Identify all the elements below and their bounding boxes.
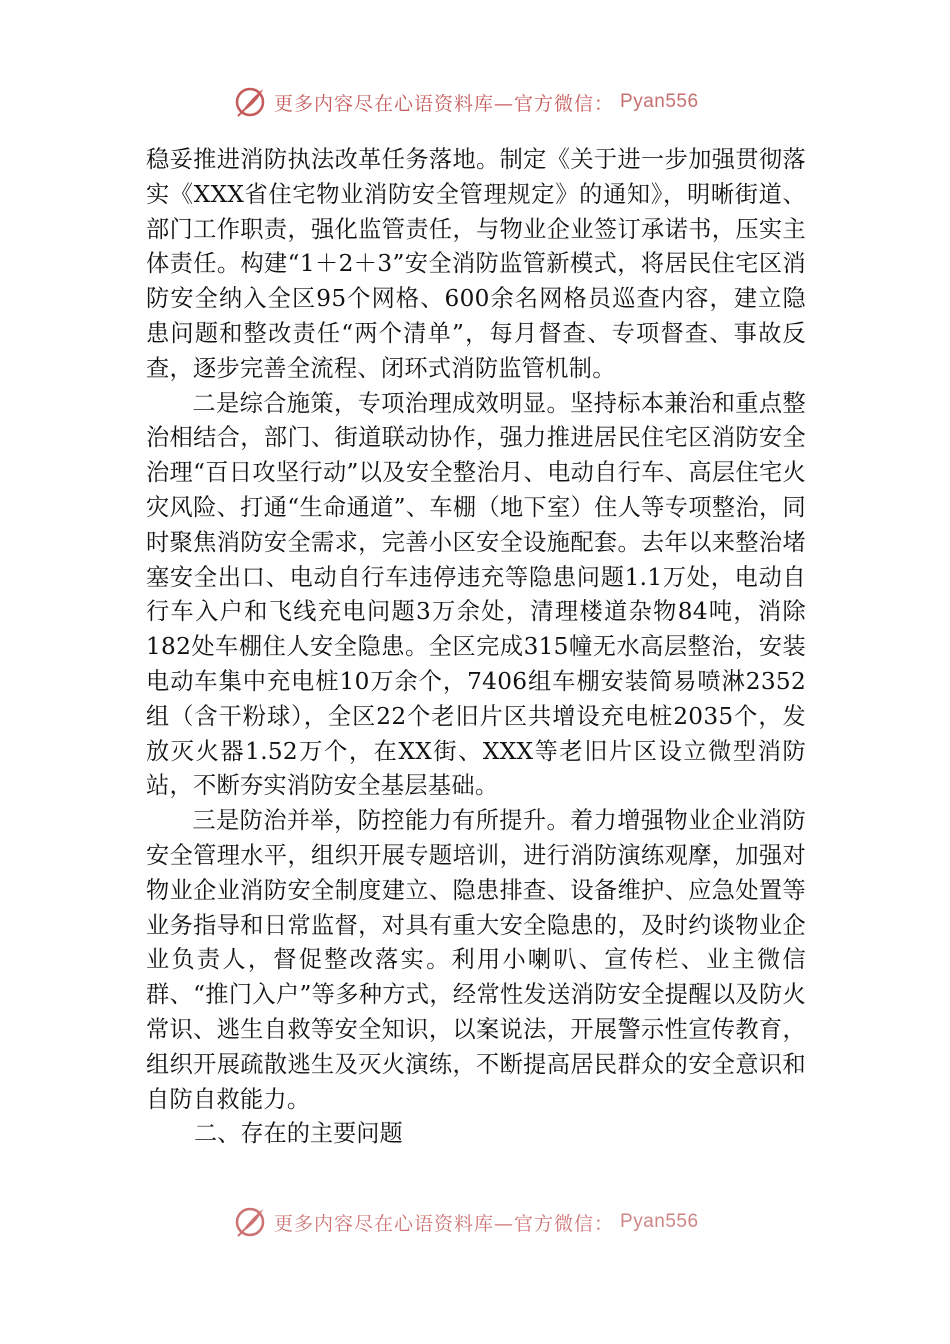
paragraph-point-three: 三是防治并举，防控能力有所提升。着力增强物业企业消防安全管理水平，组织开展专题培训，进行消防演练观摩，加强对物业企业消防安全制度建立、隐患排查、设备维护、应急处置等业务指导和日常监督，对具有重大安全隐患的，及时约谈物业企业负责人，督促整改落实。利用小喇叭、宣传栏、业主微信群、“推门入户”等多种方式，经常性发送消防安全提醒以及防火常识、逃生自救等安全知识，以案说法，开展警示性宣传教育，组织开展疏散逃生及灭火演练，不断提高居民群众的安全意识和自防自救能力。 bbox=[146, 807, 806, 1113]
paragraph-point-two: 二是综合施策，专项治理成效明显。坚持标本兼治和重点整治相结合，部门、街道联动协作，强力推进居民住宅区消防安全治理“百日攻坚行动”以及安全整治月、电动自行车、高层住宅火灾风险、打通“生命通道”、车棚（地下室）住人等专项整治，同时聚焦消防安全需求，完善小区安全设施配套。去年以来整治堵塞安全出口、电动自行车违停违充等隐患问题1.1万处，电动自行车入户和飞线充电问题3万余处，清理楼道杂物84吨，消除182处车棚住人安全隐患。全区完成315幢无水高层整治，安装电动车集中充电桩10万余个，7406组车棚安装简易喷淋2352组（含干粉球），全区22个老旧片区共增设充电桩2035个，发放灭火器1.52万个，在XX街、XXX等老旧片区设立微型消防站，不断夯实消防安全基层基础。 bbox=[146, 389, 806, 800]
watermark-wechat-id: Pyan556 bbox=[620, 1211, 699, 1232]
watermark-footer bbox=[232, 1202, 699, 1242]
section-heading-main-problems: 二、存在的主要问题 bbox=[194, 1120, 403, 1148]
quill-logo-icon bbox=[232, 1204, 268, 1240]
watermark-text: 更多内容尽在心语资料库—官方微信： bbox=[274, 92, 615, 115]
document-body bbox=[146, 143, 806, 1152]
quill-logo-icon bbox=[232, 84, 268, 120]
watermark-wechat-id: Pyan556 bbox=[620, 91, 699, 112]
paragraph-continued: 稳妥推进消防执法改革任务落地。制定《关于进一步加强贯彻落实《XXX省住宅物业消防安全管理规定》的通知》，明晰街道、部门工作职责，强化监管责任，与物业企业签订承诺书，压实主体责任。构建“1＋2＋3”安全消防监管新模式，将居民住宅区消防安全纳入全区95个网格、600余名网格员巡查内容，建立隐患问题和整改责任“两个清单”，每月督查、专项督查、事故反查，逐步完善全流程、闭环式消防监管机制。 bbox=[146, 146, 806, 382]
watermark-header bbox=[232, 82, 699, 122]
watermark-text: 更多内容尽在心语资料库—官方微信： bbox=[274, 1212, 615, 1235]
